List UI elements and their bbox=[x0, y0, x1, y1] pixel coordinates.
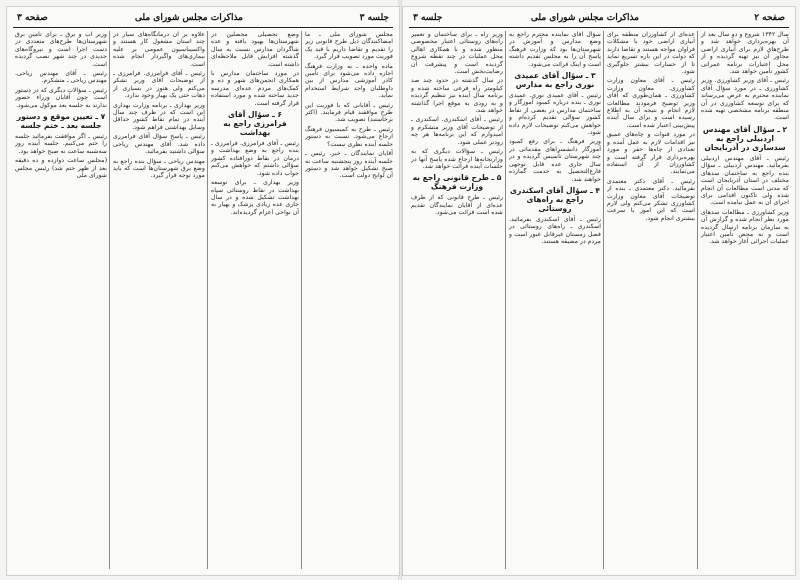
paragraph: رئیس ـ آقای دکتر معتمدی بفرمائید. دکتر معتمدی ـ بنده از توضیحات آقای معاون وزارت کشاورزی تشکر می‌کنم ولی لازم است که این امور با سرعت بیشتری انجام شود. bbox=[607, 177, 695, 222]
paragraph: در مورد ساختمان مدارس با همکاری انجمن‌های شهر و ده و کمک‌های مردم عده‌ای مدرسه جدید ساخته شده و مورد استفاده قرار گرفته است. bbox=[211, 70, 299, 107]
paragraph: مجلس شورای ملی ـ ما امضاکنندگان ذیل طرح قانونی زیر را تقدیم و تقاضا داریم با قید یک فوریت مورد تصویب قرار گیرد. bbox=[305, 31, 393, 61]
paragraph: آقایان نمایندگان ـ خیر. رئیس ـ جلسه آینده روز پنجشنبه ساعت نه صبح تشکیل خواهد شد و دستور آن لوایح دولت است. bbox=[305, 150, 393, 180]
page-number: صفحه ۲ bbox=[754, 13, 785, 23]
paragraph: رئیس ـ آقایانی که با فوریت این طرح موافقند قیام فرمایند. (اکثر برخاستند) تصویب شد. bbox=[305, 101, 393, 124]
paragraph: رئیس ـ آقای وزیر کشاورزی. وزیر کشاورزی ـ در مورد سؤال آقای نماینده محترم به عرض می‌رساند که برای توسعه کشاورزی در آن منطقه برنامه مشخصی تهیه شده است. bbox=[701, 77, 789, 122]
paragraph: رئیس ـ آقای معاون وزارت کشاورزی. معاون وزارت کشاورزی ـ همان‌طوری که آقای وزیر توضیح فرمودند مطالعات لازم انجام و نتیجه آن به اطلاع رسیده است و برای سال آینده پیش‌بینی اعتبار شده است. bbox=[607, 77, 695, 129]
section-heading: ۳ ـ سؤال آقای عمیدی نوری راجع به مدارس bbox=[514, 71, 596, 90]
right-page-header bbox=[409, 11, 789, 28]
paragraph: رئیس ـ سؤالات دیگری که در دستور است چون آقایان وزراء حضور ندارند به جلسه بعد موکول می‌شود. bbox=[15, 86, 107, 109]
paragraph: رئیس ـ طرح قانونی که از طرف عده‌ای از آقایان نمایندگان تقدیم شده است قرائت می‌شود. bbox=[411, 194, 503, 217]
column-7 bbox=[113, 31, 205, 569]
paragraph: رئیس ـ پاسخ سؤال آقای فرامرزی داده شد. آقای مهندس ریاحی سؤالی داشتید بفرمائید. bbox=[113, 133, 205, 156]
page-number: صفحه ۳ bbox=[17, 13, 48, 23]
paragraph: در سال گذشته در حدود چند صد کیلومتر راه فرعی ساخته شده و برنامه سال آینده نیز تنظیم گردیده و به زودی به موقع اجرا گذاشته خواهد شد. bbox=[411, 77, 503, 115]
column-rule bbox=[109, 31, 110, 569]
column-rule bbox=[603, 31, 604, 569]
paragraph: رئیس ـ آقای اسکندری بفرمائید. اسکندری ـ راه‌های روستائی در فصل زمستان غیرقابل عبور است و مردم در مضیقه هستند. bbox=[509, 215, 601, 246]
paragraph: وضع تحصیلی محصلین در شهرستان‌ها بهبود یافته و عده شاگردان مدارس نسبت به سال گذشته افزایش قابل ملاحظه‌ای داشته است. bbox=[211, 31, 299, 68]
paragraph: در مورد قنوات و چاه‌های عمیق نیز اقدامات لازم به عمل آمده و تعدادی از چاه‌ها حفر و مورد بهره‌برداری قرار گرفته است و کشاورزان از آن استفاده می‌نمایند. bbox=[607, 131, 695, 176]
left-page bbox=[6, 6, 400, 576]
paragraph: وزیر کشاورزی ـ مطالعات سدهای مورد نظر انجام شده و گزارش آن به سازمان برنامه ارسال گردیده است و به محض تأمین اعتبار عملیات اجرائی آغاز خواهد شد. bbox=[701, 208, 789, 246]
journal-title: مذاکرات مجلس شورای ملی bbox=[530, 13, 639, 23]
section-heading: ۲ ـ سؤال آقای مهندس اردبیلی راجع به سدسازی در آذربایجان bbox=[702, 124, 788, 152]
paragraph: رئیس ـ آقای مهندس ریاحی. مهندس ریاحی ـ متشکرم. bbox=[15, 70, 107, 85]
paragraph: رئیس ـ آقای فرامرزی. فرامرزی ـ بنده راجع به وضع بهداشت و درمان در نقاط دورافتاده کشور سؤالی داشتم که خواهش می‌کنم جواب داده شود. bbox=[211, 140, 299, 177]
column-3 bbox=[509, 31, 601, 569]
column-rule bbox=[697, 31, 698, 569]
paragraph: وزیر بهداری ـ برای توسعه بهداشت در نقاط روستائی سپاه بهداشت تشکیل شده و در سال جاری عده زیادی پزشک و بهیار به آن نواحی اعزام گردیده‌اند. bbox=[211, 179, 299, 216]
paragraph: وزیر راه ـ برای ساختمان و تعمیر راه‌های روستائی اعتبار مخصوصی منظور شده و با همکاری اهالی محل عملیات در چند نقطه شروع گردیده است و پیشرفت آن رضایت‌بخش است. bbox=[411, 31, 503, 76]
column-8 bbox=[15, 31, 107, 569]
paragraph: علاوه بر آن درمانگاه‌های سیار در چند استان مشغول کار هستند و واکسیناسیون عمومی بر علیه بیماری‌های واگیردار انجام شده است. bbox=[113, 31, 205, 68]
section-heading: ۶ ـ سؤال آقای فرامرزی راجع به بهداشت bbox=[223, 110, 287, 138]
column-6 bbox=[211, 31, 299, 569]
column-rule bbox=[207, 31, 208, 569]
section-heading: ۵ ـ طرح قانونی راجع به وزارت فرهنگ bbox=[412, 173, 502, 192]
paragraph: ماده واحده ـ به وزارت فرهنگ اجازه داده می‌شود برای تأمین کادر آموزشی مدارس از بین داوطلبان واجد شرایط استخدام نماید. bbox=[305, 62, 393, 100]
paragraph: مهندس ریاحی ـ سؤال بنده راجع به وضع برق شهرستان‌ها است که باید مورد توجه قرار گیرد. bbox=[113, 157, 205, 180]
paragraph: (مجلس ساعت دوازده و ده دقیقه بعد از ظهر ختم شد) رئیس مجلس شورای ملی bbox=[15, 157, 107, 180]
paragraph: رئیس ـ آقای مهندس اردبیلی بفرمائید. مهندس اردبیلی ـ سؤال بنده راجع به ساختمان سدهای مختلف در استان آذربایجان است که مدتی است مطالعات آن انجام شده ولی تاکنون اقدامی برای اجرای آن به عمل نیامده است. bbox=[701, 154, 789, 207]
paragraph: رئیس ـ آقای فرامرزی. فرامرزی ـ از توضیحات آقای وزیر تشکر می‌کنم ولی هنوز در بسیاری از دهات حتی یک بهیار وجود ندارد. bbox=[113, 70, 205, 100]
paragraph: وزیر فرهنگ ـ برای رفع کمبود آموزگار دانشسراهای مقدماتی در چند شهرستان تأسیس گردیده و در سال جاری عده قابل توجهی فارغ‌التحصیل به خدمت گمارده خواهند شد. bbox=[509, 138, 601, 183]
column-2 bbox=[607, 31, 695, 569]
paragraph: سؤال آقای نماینده محترم راجع به وضع مدارس و آموزش در شهرستان‌ها بود که وزارت فرهنگ پاسخ آن را به مجلس تقدیم داشته است و اینک قرائت می‌شود. bbox=[509, 31, 601, 68]
paragraph: رئیس ـ سؤالات دیگری که به وزارتخانه‌ها ارجاع شده پاسخ آنها در جلسات آینده قرائت خواهد شد. bbox=[411, 148, 503, 170]
paragraph: سال ۱۳۴۲ شروع و دو سال بعد از آن بهره‌برداری خواهد شد و طرح‌های لازم برای آبیاری اراضی مجاور آن نیز تهیه گردیده و از محل اعتبارات برنامه عمرانی کشور تأمین خواهد شد. bbox=[701, 31, 789, 76]
column-1 bbox=[701, 31, 789, 569]
column-rule bbox=[505, 31, 506, 569]
paragraph: وزیر بهداری ـ برنامه وزارت بهداری این است که در ظرف چند سال آینده در تمام نقاط کشور حداقل وسایل بهداشتی فراهم شود. bbox=[113, 101, 205, 131]
column-5 bbox=[305, 31, 393, 569]
section-heading: ۴ ـ سؤال آقای اسکندری راجع به راه‌های روستائی bbox=[510, 185, 600, 213]
journal-title: مذاکرات مجلس شورای ملی bbox=[134, 13, 243, 23]
session-number: جلسه ۳ bbox=[359, 13, 389, 23]
right-page bbox=[402, 6, 796, 576]
paragraph: رئیس ـ طرح به کمیسیون فرهنگ ارجاع می‌شود. نسبت به دستور جلسه آینده نظری نیست؟ bbox=[305, 125, 393, 148]
column-4 bbox=[411, 31, 503, 569]
left-page-header bbox=[13, 11, 393, 28]
paragraph: وزیر آب و برق ـ برای تأمین برق شهرستان‌ها طرح‌های متعددی در دست اجرا است و نیروگاه‌های جدیدی در چند شهر نصب گردیده است. bbox=[15, 31, 107, 68]
paragraph: عده‌ای از کشاورزان منطقه برای آبیاری اراضی خود با مشکلات فراوان مواجه هستند و تقاضا دارند که دولت در این باره تسریع نماید تا از خسارات بیشتر جلوگیری شود. bbox=[607, 31, 695, 76]
column-rule bbox=[301, 31, 302, 569]
session-number: جلسه ۳ bbox=[413, 13, 443, 23]
section-heading: ۷ ـ تعیین موقع و دستور جلسه بعد ـ ختم جلسه bbox=[16, 112, 106, 131]
paragraph: رئیس ـ آقای اسکندری. اسکندری ـ از توضیحات آقای وزیر متشکرم و امیدوارم که این برنامه‌ها هر چه زودتر عملی شود. bbox=[411, 116, 503, 146]
paragraph: رئیس ـ اگر موافقت بفرمائید جلسه را ختم می‌کنیم. جلسه آینده روز سه‌شنبه ساعت نه صبح خواهد بود. bbox=[15, 133, 107, 155]
paragraph: رئیس ـ آقای عمیدی نوری. عمیدی نوری ـ بنده درباره کمبود آموزگار و ساختمان مدارس در بعضی از نقاط کشور سؤالی تقدیم کرده‌ام و خواهش می‌کنم توضیحات لازم داده شود. bbox=[509, 92, 601, 137]
